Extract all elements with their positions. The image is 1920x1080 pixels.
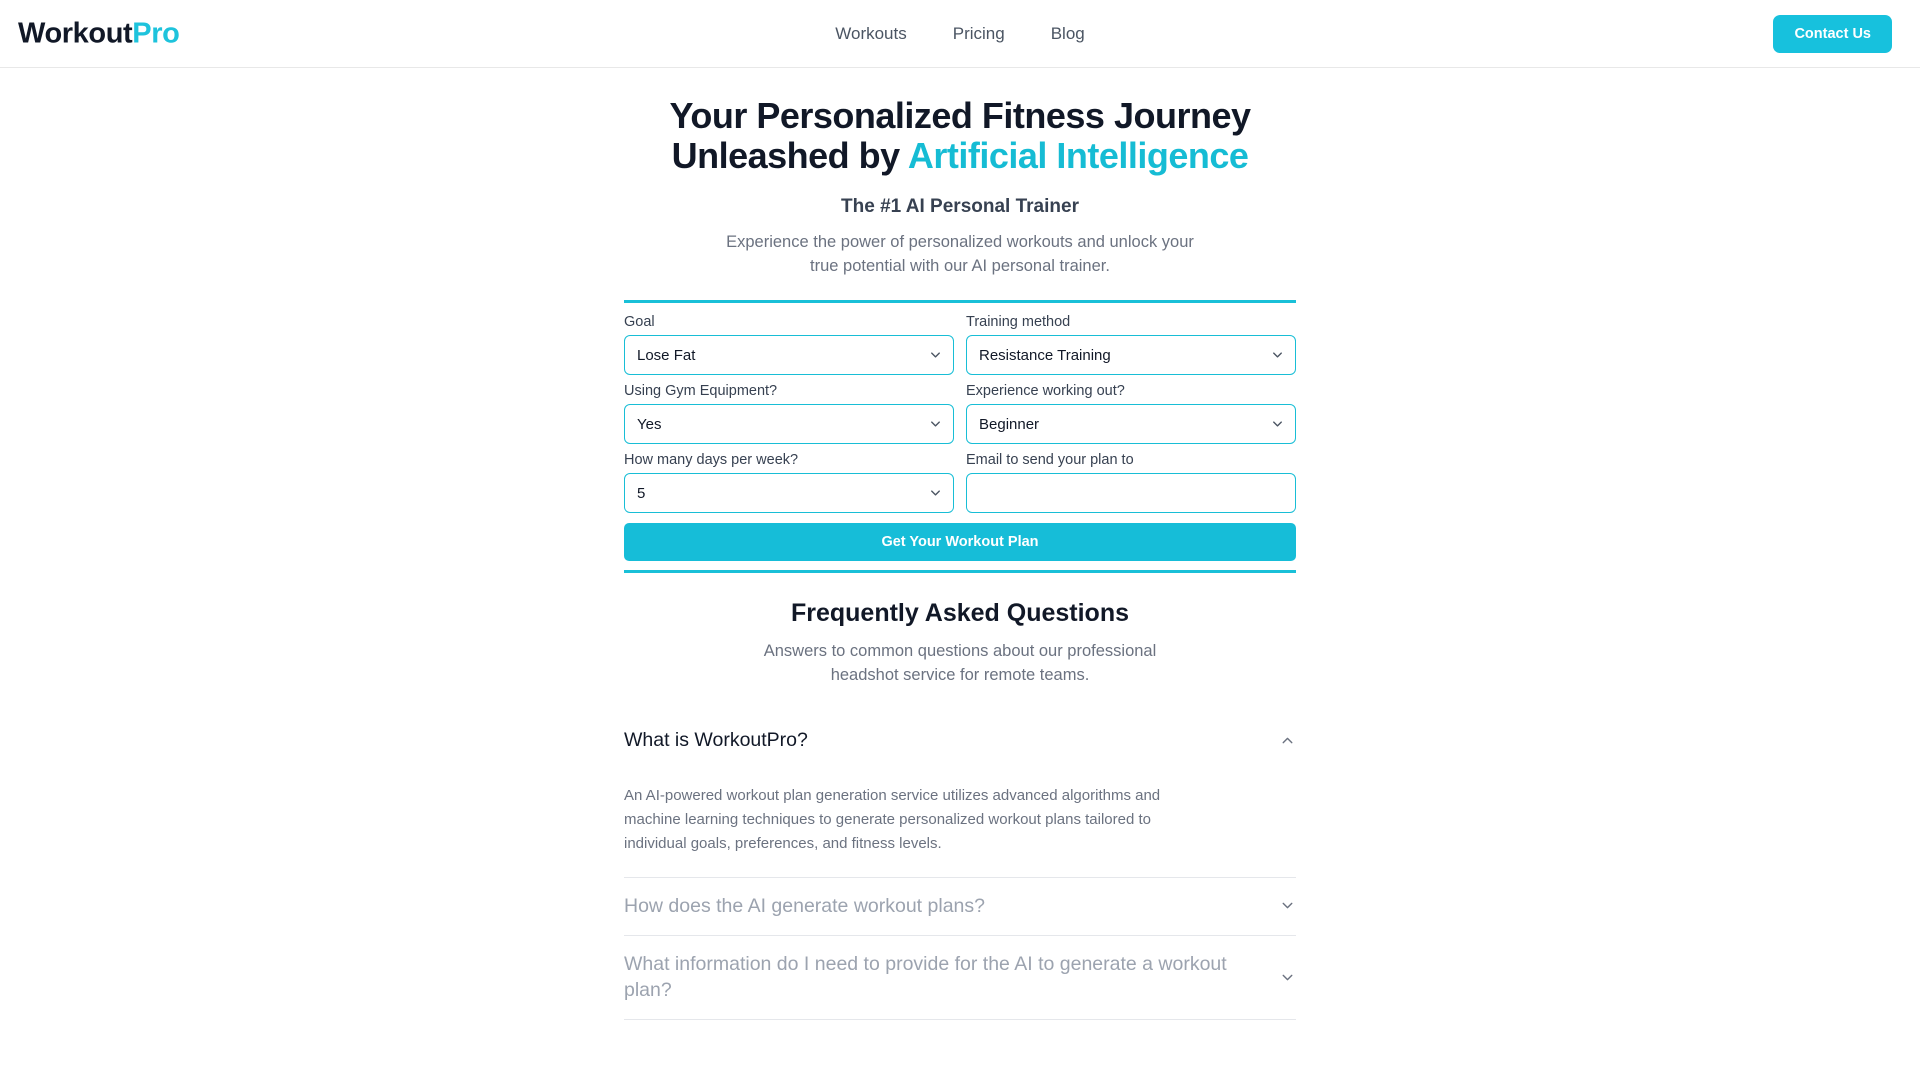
faq-item	[624, 936, 1296, 1021]
email-field[interactable]	[966, 473, 1296, 513]
field-email-control[interactable]	[966, 473, 1296, 513]
field-days-per-week-control[interactable]	[624, 473, 954, 513]
field-gym-equipment-control[interactable]	[624, 404, 954, 444]
faq-item	[624, 878, 1296, 936]
field-gym-equipment-label: Using Gym Equipment?	[624, 383, 778, 400]
faq-section	[624, 599, 1296, 1020]
field-gym-equipment	[624, 383, 954, 444]
faq-list	[624, 712, 1296, 1020]
faq-question-toggle[interactable]	[624, 878, 1296, 935]
faq-description: Answers to common questions about our professional headshot service for remote teams.	[763, 642, 1157, 685]
hero-title-line2-prefix: Unleashed by	[671, 135, 908, 177]
faq-question-toggle[interactable]	[624, 712, 1296, 769]
field-days-per-week	[624, 452, 954, 513]
faq-item	[624, 712, 1296, 877]
nav-item-workouts[interactable]: Workouts	[835, 23, 907, 43]
field-email-label: Email to send your plan to	[966, 452, 1134, 469]
nav-item-pricing[interactable]: Pricing	[952, 23, 1005, 43]
logo-accent: Pro	[132, 17, 180, 49]
faq-question-text: How does the AI generate workout plans?	[624, 894, 985, 917]
faq-title: Frequently Asked Questions	[790, 599, 1130, 628]
main-content	[0, 68, 1920, 1020]
field-goal-label: Goal	[624, 314, 655, 331]
gym-equipment-select[interactable]	[624, 404, 954, 444]
nav-item-blog[interactable]: Blog	[1050, 23, 1085, 43]
hero-description: Experience the power of personalized workouts and unlock your true potential with our AI personal trainer.	[726, 232, 1194, 275]
field-email	[966, 452, 1296, 513]
field-training-method-control[interactable]	[966, 335, 1296, 375]
faq-question-text: What information do I need to provide for the AI to generate a workout plan?	[624, 952, 1227, 1002]
faq-question-text: What is WorkoutPro?	[624, 729, 808, 752]
form-grid	[624, 314, 1296, 513]
field-training-method	[966, 314, 1296, 375]
days-per-week-select[interactable]	[624, 473, 954, 513]
experience-select[interactable]	[966, 404, 1296, 444]
site-header	[0, 0, 1920, 68]
faq-answer-text: An AI-powered workout plan generation service utilizes advanced algorithms and machine learning techniques to generate personalized workout plans tailored to individual goals, preferences, and fitness levels.	[624, 786, 1161, 853]
hero-title-line1: Your Personalized Fitness Journey	[669, 95, 1251, 136]
logo-primary: Workout	[18, 17, 133, 49]
chevron-down-icon[interactable]	[1279, 969, 1296, 986]
logo[interactable]	[18, 17, 179, 50]
hero-title-accent: Artificial Intelligence	[907, 135, 1249, 177]
main-nav	[835, 24, 1085, 44]
faq-question-toggle[interactable]	[624, 936, 1296, 1020]
training-method-select[interactable]	[966, 335, 1296, 375]
chevron-down-icon[interactable]	[1279, 897, 1296, 914]
field-goal	[624, 314, 954, 375]
field-days-per-week-label: How many days per week?	[624, 452, 799, 469]
workout-plan-form	[624, 300, 1296, 573]
get-workout-plan-button[interactable]: Get Your Workout Plan	[624, 523, 1296, 561]
field-experience-control[interactable]	[966, 404, 1296, 444]
goal-select[interactable]	[624, 335, 954, 375]
page-title	[0, 96, 1920, 177]
field-goal-control[interactable]	[624, 335, 954, 375]
hero-subtitle: The #1 AI Personal Trainer	[841, 195, 1079, 217]
chevron-up-icon[interactable]	[1279, 732, 1296, 749]
field-training-method-label: Training method	[966, 314, 1071, 331]
contact-us-button[interactable]: Contact Us	[1773, 15, 1892, 53]
field-experience-label: Experience working out?	[966, 383, 1125, 400]
field-experience	[966, 383, 1296, 444]
